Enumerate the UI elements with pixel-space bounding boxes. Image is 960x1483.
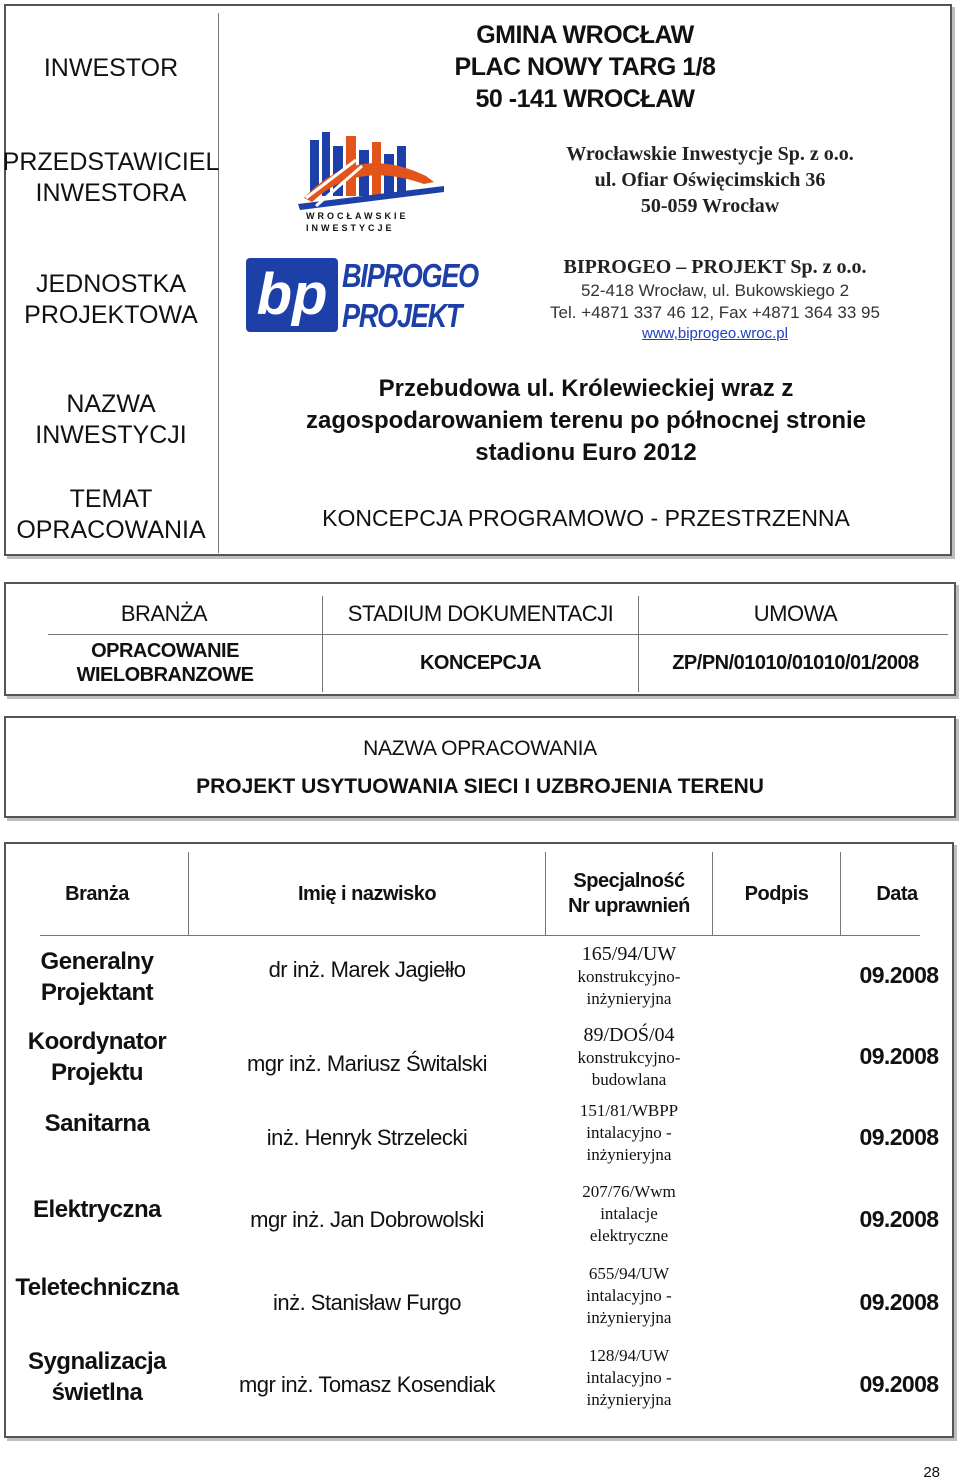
team-row-date: 09.2008 (859, 1124, 939, 1150)
team-row-branch: Sygnalizacja świetlna (27, 1348, 167, 1406)
design-unit-address: 52-418 Wrocław, ul. Bukowskiego 2 (580, 281, 850, 300)
team-row-specialty: 128/94/UW intalacyjno - inżynieryjna (586, 1346, 672, 1409)
design-unit-block (490, 254, 940, 350)
team-row-date: 09.2008 (859, 1371, 939, 1397)
investor-line: 50 -141 WROCŁAW (475, 85, 695, 113)
page-number: 28 (923, 1464, 940, 1481)
investment-name-line: Przebudowa ul. Królewieckiej wraz z (378, 375, 794, 402)
investment-name-line: zagospodarowaniem terenu po północnej stronie (305, 407, 867, 434)
team-row-date: 09.2008 (859, 962, 939, 988)
wroclawskie-inwestycje-logo (296, 132, 446, 232)
team-row-specialty: 151/81/WBPP intalacyjno - inżynieryjna (579, 1101, 679, 1164)
design-unit-website[interactable]: www,biprogeo.wroc.pl (642, 325, 788, 342)
team-header-name: Imię i nazwisko (297, 882, 437, 905)
team-row-name: mgr inż. Tomasz Kosendiak (238, 1372, 496, 1397)
investor-line: GMINA WROCŁAW (476, 21, 694, 49)
team-row-branch: Teletechniczna (15, 1273, 179, 1301)
team-row-date: 09.2008 (859, 1206, 939, 1232)
team-row-name: mgr inż. Jan Dobrowolski (250, 1207, 484, 1232)
biprogeo-wordmark: BIPROGEO PROJEKT (342, 257, 479, 334)
label-representative: PRZEDSTAWICIEL INWESTORA (2, 148, 220, 207)
stage-header-stadium: STADIUM DOKUMENTACJI (347, 601, 614, 626)
representative-block (520, 140, 900, 220)
design-unit-phone: Tel. +4871 337 46 12, Fax +4871 364 33 95 (550, 303, 880, 322)
team-row-date: 09.2008 (859, 1043, 939, 1069)
stage-header-line (48, 634, 948, 635)
team-header-branch: Branża (65, 882, 129, 905)
team-row-name: inż. Henryk Strzelecki (266, 1125, 468, 1150)
design-unit-name: BIPROGEO – PROJEKT Sp. z o.o. (563, 256, 867, 278)
team-header-date: Data (876, 882, 918, 905)
investor-block (420, 20, 750, 114)
stage-value-stadium: KONCEPCJA (419, 651, 542, 674)
title-label: NAZWA OPRACOWANIA (363, 737, 597, 760)
team-header-specialty: Specjalność Nr uprawnień (568, 870, 690, 917)
team-row-name: inż. Stanisław Furgo (272, 1290, 462, 1315)
label-topic: TEMAT OPRACOWANIA (16, 485, 206, 544)
stage-header-contract: UMOWA (753, 601, 838, 626)
stage-value-branch: OPRACOWANIE WIELOBRANZOWE (76, 640, 254, 686)
stage-value-contract: ZP/PN/01010/01010/01/2008 (672, 651, 919, 674)
label-investor: INWESTOR (43, 53, 179, 82)
team-row-branch: Generalny Projektant (40, 948, 154, 1006)
representative-line: Wrocławskie Inwestycje Sp. z o.o. (566, 143, 854, 165)
team-row-date: 09.2008 (859, 1289, 939, 1315)
biprogeo-logo (246, 256, 479, 338)
team-header-line (40, 935, 920, 936)
team-header-signature: Podpis (744, 882, 809, 905)
title-value: PROJEKT USYTUOWANIA SIECI I UZBROJENIA TERENU (196, 775, 764, 798)
bp-mark-icon: bp (246, 258, 338, 332)
team-row-branch: Sanitarna (44, 1109, 150, 1137)
investment-name-block (222, 372, 950, 470)
team-row-specialty: 655/94/UW intalacyjno - inżynieryjna (586, 1264, 672, 1327)
team-row-specialty: 89/DOŚ/04 konstrukcyjno- budowlana (577, 1024, 681, 1089)
team-row-specialty: 207/76/Wwm intalacje elektryczne (582, 1182, 676, 1245)
team-row-branch: Koordynator Projektu (27, 1028, 167, 1086)
team-row-specialty: 165/94/UW konstrukcyjno- inżynieryjna (577, 943, 681, 1008)
stage-header-branch: BRANŻA (120, 601, 208, 626)
investor-line: PLAC NOWY TARG 1/8 (454, 53, 716, 81)
team-row-branch: Elektryczna (33, 1195, 161, 1223)
logo-text: WROCŁAWSKIE INWESTYCJE (306, 211, 409, 233)
team-row-name: mgr inż. Mariusz Świtalski (246, 1051, 488, 1076)
header-divider (218, 13, 219, 553)
label-investment-name: NAZWA INWESTYCJI (35, 390, 187, 449)
representative-line: 50-059 Wrocław (640, 195, 780, 217)
investment-name-line: stadionu Euro 2012 (475, 439, 697, 466)
label-design-unit: JEDNOSTKA PROJEKTOWA (24, 270, 198, 329)
representative-line: ul. Ofiar Oświęcimskich 36 (594, 169, 826, 191)
topic-value: KONCEPCJA PROGRAMOWO - PRZESTRZENNA (322, 504, 850, 531)
team-row-name: dr inż. Marek Jagiełło (268, 957, 466, 982)
